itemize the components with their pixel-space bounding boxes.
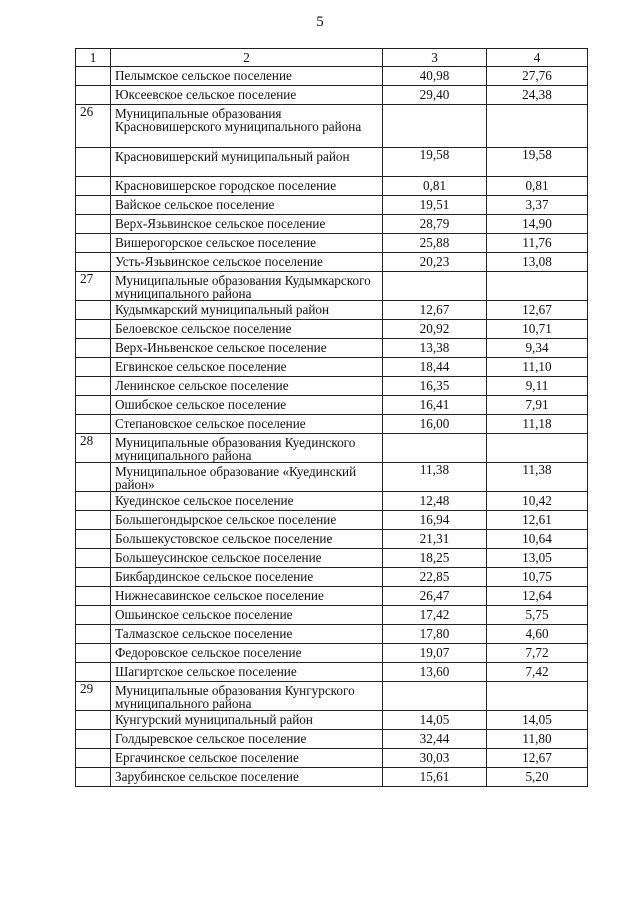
value-col-4-cell: 12,64 bbox=[487, 587, 588, 606]
value-col-4-cell: 0,81 bbox=[487, 177, 588, 196]
value-col-3-cell: 40,98 bbox=[383, 67, 487, 86]
value-col-4-cell: 27,76 bbox=[487, 67, 588, 86]
table-row bbox=[76, 358, 588, 377]
value-col-4-cell: 11,10 bbox=[487, 358, 588, 377]
table-row bbox=[76, 530, 588, 549]
value-col-3-cell: 16,94 bbox=[383, 511, 487, 530]
value-col-3-cell: 20,92 bbox=[383, 320, 487, 339]
value-col-3-cell: 19,07 bbox=[383, 644, 487, 663]
row-index-cell bbox=[76, 301, 111, 320]
table-row bbox=[76, 272, 588, 301]
municipality-name-cell: Кудымкарский муниципальный район bbox=[111, 301, 383, 320]
value-col-3-cell bbox=[383, 272, 487, 301]
value-col-4-cell: 12,67 bbox=[487, 749, 588, 768]
table-row bbox=[76, 377, 588, 396]
table-row bbox=[76, 730, 588, 749]
row-index-cell bbox=[76, 711, 111, 730]
value-col-3-cell: 0,81 bbox=[383, 177, 487, 196]
row-index-cell bbox=[76, 215, 111, 234]
table-row bbox=[76, 196, 588, 215]
municipality-name-cell: Муниципальные образования Кунгурского муниципального района bbox=[111, 682, 383, 711]
row-index-cell bbox=[76, 67, 111, 86]
table-row bbox=[76, 253, 588, 272]
row-index-cell: 27 bbox=[76, 272, 111, 301]
municipality-name-cell: Голдыревское сельское поселение bbox=[111, 730, 383, 749]
row-index-cell bbox=[76, 463, 111, 492]
value-col-4-cell: 14,90 bbox=[487, 215, 588, 234]
row-index-cell bbox=[76, 177, 111, 196]
table-row bbox=[76, 105, 588, 148]
table-row bbox=[76, 492, 588, 511]
table-row bbox=[76, 663, 588, 682]
value-col-3-cell: 26,47 bbox=[383, 587, 487, 606]
table-row bbox=[76, 320, 588, 339]
municipality-name-cell: Куединское сельское поселение bbox=[111, 492, 383, 511]
value-col-4-cell: 7,72 bbox=[487, 644, 588, 663]
row-index-cell: 28 bbox=[76, 434, 111, 463]
value-col-4-cell: 19,58 bbox=[487, 148, 588, 177]
municipality-name-cell: Муниципальные образования Кудымкарского муниципального района bbox=[111, 272, 383, 301]
value-col-4-cell: 24,38 bbox=[487, 86, 588, 105]
value-col-3-cell: 17,80 bbox=[383, 625, 487, 644]
row-index-cell bbox=[76, 234, 111, 253]
value-col-3-cell: 15,61 bbox=[383, 768, 487, 787]
header-col-3: 3 bbox=[383, 49, 487, 67]
header-row bbox=[76, 49, 588, 67]
row-index-cell bbox=[76, 587, 111, 606]
value-col-3-cell: 16,41 bbox=[383, 396, 487, 415]
header-col-1: 1 bbox=[76, 49, 111, 67]
data-table bbox=[75, 48, 588, 787]
value-col-4-cell: 10,71 bbox=[487, 320, 588, 339]
municipality-name-cell: Красновишерское городское поселение bbox=[111, 177, 383, 196]
value-col-4-cell: 11,76 bbox=[487, 234, 588, 253]
municipality-name-cell: Талмазское сельское поселение bbox=[111, 625, 383, 644]
value-col-3-cell: 19,51 bbox=[383, 196, 487, 215]
row-index-cell bbox=[76, 730, 111, 749]
municipality-name-cell: Федоровское сельское поселение bbox=[111, 644, 383, 663]
value-col-3-cell bbox=[383, 434, 487, 463]
row-index-cell bbox=[76, 148, 111, 177]
value-col-3-cell bbox=[383, 105, 487, 148]
municipality-name-cell: Муниципальное образование «Куединский район» bbox=[111, 463, 383, 492]
value-col-3-cell: 16,35 bbox=[383, 377, 487, 396]
row-index-cell bbox=[76, 358, 111, 377]
value-col-4-cell: 7,42 bbox=[487, 663, 588, 682]
value-col-3-cell: 12,67 bbox=[383, 301, 487, 320]
table-row bbox=[76, 463, 588, 492]
value-col-3-cell: 25,88 bbox=[383, 234, 487, 253]
value-col-4-cell: 10,42 bbox=[487, 492, 588, 511]
table-row bbox=[76, 606, 588, 625]
value-col-4-cell bbox=[487, 682, 588, 711]
value-col-4-cell bbox=[487, 105, 588, 148]
value-col-3-cell: 28,79 bbox=[383, 215, 487, 234]
table-row bbox=[76, 301, 588, 320]
table-row bbox=[76, 644, 588, 663]
value-col-4-cell bbox=[487, 272, 588, 301]
page-number: 5 bbox=[316, 14, 324, 30]
value-col-4-cell: 11,80 bbox=[487, 730, 588, 749]
value-col-3-cell: 18,44 bbox=[383, 358, 487, 377]
municipality-name-cell: Егвинское сельское поселение bbox=[111, 358, 383, 377]
row-index-cell bbox=[76, 339, 111, 358]
value-col-3-cell: 29,40 bbox=[383, 86, 487, 105]
municipality-name-cell: Большекустовское сельское поселение bbox=[111, 530, 383, 549]
municipality-name-cell: Бикбардинское сельское поселение bbox=[111, 568, 383, 587]
value-col-4-cell: 10,64 bbox=[487, 530, 588, 549]
value-col-3-cell: 14,05 bbox=[383, 711, 487, 730]
value-col-3-cell: 18,25 bbox=[383, 549, 487, 568]
row-index-cell bbox=[76, 568, 111, 587]
value-col-3-cell: 11,38 bbox=[383, 463, 487, 492]
row-index-cell bbox=[76, 492, 111, 511]
table-row bbox=[76, 415, 588, 434]
municipality-name-cell: Красновишерский муниципальный район bbox=[111, 148, 383, 177]
table-row bbox=[76, 396, 588, 415]
municipality-name-cell: Верх-Язьвинское сельское поселение bbox=[111, 215, 383, 234]
table-row bbox=[76, 215, 588, 234]
municipality-name-cell: Степановское сельское поселение bbox=[111, 415, 383, 434]
value-col-3-cell: 32,44 bbox=[383, 730, 487, 749]
row-index-cell bbox=[76, 644, 111, 663]
value-col-4-cell: 13,08 bbox=[487, 253, 588, 272]
table-row bbox=[76, 177, 588, 196]
table-row bbox=[76, 234, 588, 253]
table-row bbox=[76, 86, 588, 105]
municipality-name-cell: Юксеевское сельское поселение bbox=[111, 86, 383, 105]
value-col-4-cell: 11,38 bbox=[487, 463, 588, 492]
value-col-3-cell: 13,38 bbox=[383, 339, 487, 358]
municipality-name-cell: Нижнесавинское сельское поселение bbox=[111, 587, 383, 606]
row-index-cell bbox=[76, 253, 111, 272]
table-row bbox=[76, 625, 588, 644]
value-col-4-cell: 9,11 bbox=[487, 377, 588, 396]
row-index-cell bbox=[76, 86, 111, 105]
row-index-cell bbox=[76, 768, 111, 787]
value-col-4-cell: 4,60 bbox=[487, 625, 588, 644]
table-row bbox=[76, 67, 588, 86]
value-col-3-cell: 13,60 bbox=[383, 663, 487, 682]
table-row bbox=[76, 768, 588, 787]
value-col-4-cell: 11,18 bbox=[487, 415, 588, 434]
municipality-name-cell: Ергачинское сельское поселение bbox=[111, 749, 383, 768]
row-index-cell bbox=[76, 606, 111, 625]
row-index-cell bbox=[76, 320, 111, 339]
table-row bbox=[76, 749, 588, 768]
municipality-name-cell: Муниципальные образования Куединского муниципального района bbox=[111, 434, 383, 463]
value-col-4-cell: 5,20 bbox=[487, 768, 588, 787]
row-index-cell bbox=[76, 196, 111, 215]
value-col-3-cell: 30,03 bbox=[383, 749, 487, 768]
table-row bbox=[76, 549, 588, 568]
value-col-3-cell: 12,48 bbox=[383, 492, 487, 511]
table-row bbox=[76, 434, 588, 463]
municipality-name-cell: Ленинское сельское поселение bbox=[111, 377, 383, 396]
value-col-3-cell: 17,42 bbox=[383, 606, 487, 625]
municipality-name-cell: Усть-Язьвинское сельское поселение bbox=[111, 253, 383, 272]
municipality-name-cell: Пелымское сельское поселение bbox=[111, 67, 383, 86]
value-col-4-cell: 3,37 bbox=[487, 196, 588, 215]
municipality-name-cell: Муниципальные образования Красновишерского муниципального района bbox=[111, 105, 383, 148]
row-index-cell bbox=[76, 377, 111, 396]
row-index-cell bbox=[76, 663, 111, 682]
row-index-cell bbox=[76, 549, 111, 568]
row-index-cell: 29 bbox=[76, 682, 111, 711]
table-row bbox=[76, 148, 588, 177]
value-col-4-cell: 9,34 bbox=[487, 339, 588, 358]
value-col-3-cell: 16,00 bbox=[383, 415, 487, 434]
row-index-cell bbox=[76, 530, 111, 549]
value-col-3-cell: 21,31 bbox=[383, 530, 487, 549]
value-col-3-cell: 19,58 bbox=[383, 148, 487, 177]
table-body bbox=[76, 67, 588, 787]
value-col-3-cell: 22,85 bbox=[383, 568, 487, 587]
row-index-cell bbox=[76, 396, 111, 415]
municipality-name-cell: Верх-Иньвенское сельское поселение bbox=[111, 339, 383, 358]
municipality-name-cell: Кунгурский муниципальный район bbox=[111, 711, 383, 730]
municipality-name-cell: Белоевское сельское поселение bbox=[111, 320, 383, 339]
value-col-4-cell: 5,75 bbox=[487, 606, 588, 625]
table-row bbox=[76, 711, 588, 730]
municipality-name-cell: Шагиртское сельское поселение bbox=[111, 663, 383, 682]
table-row bbox=[76, 568, 588, 587]
row-index-cell bbox=[76, 625, 111, 644]
municipality-name-cell: Вайское сельское поселение bbox=[111, 196, 383, 215]
table-row bbox=[76, 511, 588, 530]
header-col-4: 4 bbox=[487, 49, 588, 67]
row-index-cell bbox=[76, 415, 111, 434]
municipality-name-cell: Вишерогорское сельское поселение bbox=[111, 234, 383, 253]
municipality-name-cell: Ошьинское сельское поселение bbox=[111, 606, 383, 625]
header-col-2: 2 bbox=[111, 49, 383, 67]
row-index-cell: 26 bbox=[76, 105, 111, 148]
table-row bbox=[76, 587, 588, 606]
table-row bbox=[76, 339, 588, 358]
row-index-cell bbox=[76, 749, 111, 768]
value-col-4-cell: 12,61 bbox=[487, 511, 588, 530]
value-col-3-cell bbox=[383, 682, 487, 711]
value-col-4-cell: 10,75 bbox=[487, 568, 588, 587]
value-col-4-cell: 13,05 bbox=[487, 549, 588, 568]
value-col-4-cell: 12,67 bbox=[487, 301, 588, 320]
value-col-4-cell: 14,05 bbox=[487, 711, 588, 730]
value-col-3-cell: 20,23 bbox=[383, 253, 487, 272]
value-col-4-cell: 7,91 bbox=[487, 396, 588, 415]
value-col-4-cell bbox=[487, 434, 588, 463]
municipality-name-cell: Большеусинское сельское поселение bbox=[111, 549, 383, 568]
table-row bbox=[76, 682, 588, 711]
municipality-name-cell: Большегондырское сельское поселение bbox=[111, 511, 383, 530]
municipality-name-cell: Ошибское сельское поселение bbox=[111, 396, 383, 415]
row-index-cell bbox=[76, 511, 111, 530]
municipality-name-cell: Зарубинское сельское поселение bbox=[111, 768, 383, 787]
